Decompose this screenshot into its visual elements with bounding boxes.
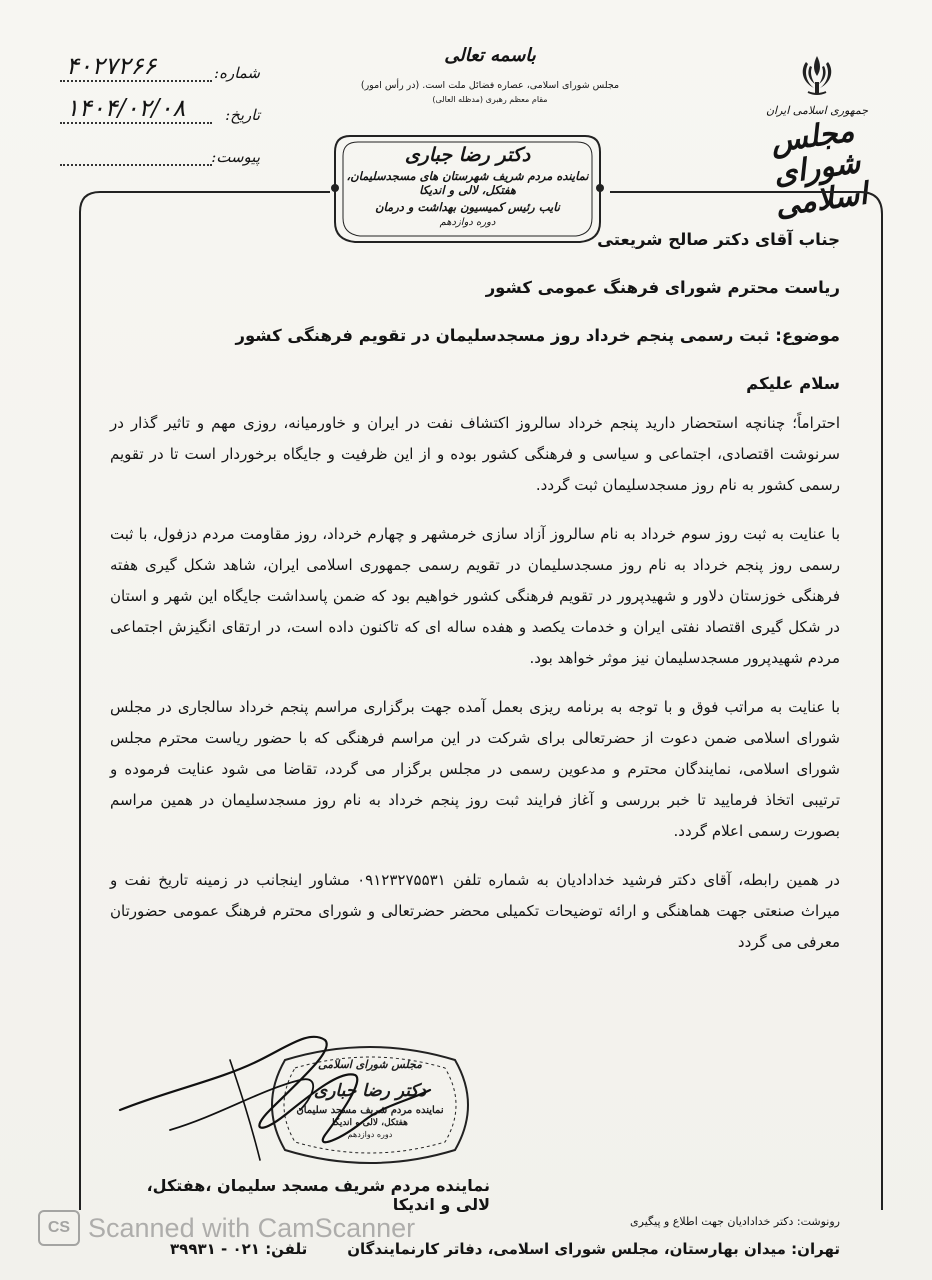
watermark-text: Scanned with CamScanner <box>88 1212 416 1243</box>
paragraph: احتراماً؛ چنانچه استحضار دارید پنجم خرداد سالروز اکتشاف نفت در ایران و خاورمیانه، روزی مهم و تاثیر گذار در سرنوشت اقتصادی، اجتماعی و سیاسی و فرهنگی کشور بوده و از این ظرفیت و جایگاه برخوردار است تا در تقویم رسمی کشور به نام روز مسجدسلیمان ثبت گردد. <box>110 414 840 494</box>
stamp-name: دکتر رضا جباری <box>313 1081 427 1101</box>
addressee-title: ریاست محترم شورای فرهنگ عمومی کشور <box>485 278 840 297</box>
footer-phone <box>170 1240 307 1258</box>
stamp-line1: نماینده مردم شریف مسجد سلیمان <box>296 1105 444 1116</box>
camscanner-logo-icon: CS <box>38 1210 80 1246</box>
logo-big-text: مجلس شورای اسلامی <box>768 113 870 224</box>
motto-quote: مجلس شورای اسلامی، عصاره فضائل ملت است. (در رأس امور) <box>360 80 620 91</box>
number-row <box>60 40 260 82</box>
subject: موضوع: ثبت رسمی پنجم خرداد روز مسجدسلیمان در تقویم فرهنگی کشور <box>235 326 840 345</box>
paragraph: با عنایت به ثبت روز سوم خرداد به نام سالروز آزاد سازی خرمشهر و چهارم خرداد، روز مقاومت مردم دزفول، با ثبت رسمی روز پنجم خرداد به نام روز مسجدسلیمان در تقویم رسمی جمهوری اسلامی ایران، شاهد شکل گیری هفته فرهنگی خوزستان دلاور و شهیدپرور در تقویم فرهنگی کشور خواهیم بود که ضمن پاسداشت جایگاه این شهر و استان در شکل گیری اقتصاد نفتی ایران و خدمات یکصد و هفده ساله ای که تاکنون داده است، در ارتقای انگیزش اجتماعی مردم شهیدپرور مسجدسلیمان نیز موثر خواهد بود. <box>110 525 840 667</box>
stamp-line3: دوره دوازدهم <box>347 1130 393 1139</box>
attachment-row <box>60 124 260 166</box>
motto-author: مقام معظم رهبری (مدظله العالی) <box>432 95 548 104</box>
logo-small-text: جمهوری اسلامی ایران <box>765 104 869 117</box>
footer-address-block <box>170 1240 840 1258</box>
rep-term: دوره دوازدهم <box>439 217 496 228</box>
greeting: سلام علیکم <box>746 374 840 393</box>
rep-name: دکتر رضا جباری <box>404 144 531 166</box>
iran-emblem-icon <box>794 52 840 98</box>
rep-position: نایب رئیس کمیسیون بهداشت و درمان <box>375 200 560 214</box>
date-label: تاریخ: <box>225 106 260 124</box>
signature-caption: نماینده مردم شریف مسجد سلیمان ،هفتکل، لالی و اندیکا <box>146 1176 490 1214</box>
attachment-label: پیوست: <box>211 148 260 166</box>
attachment-value <box>60 146 212 166</box>
date-row <box>60 82 260 124</box>
date-value: ۱۴۰۴/۰۲/۰۸ <box>60 94 212 124</box>
number-label: شماره: <box>214 64 260 82</box>
carbon-copy: رونوشت: دکتر خدادادیان جهت اطلاع و پیگیری <box>630 1215 840 1228</box>
letter-body <box>110 228 840 976</box>
motto-block <box>360 45 620 104</box>
phone-label: تلفن: <box>265 1240 308 1258</box>
handwritten-signature <box>110 1020 440 1180</box>
paragraph: با عنایت به مراتب فوق و با توجه به برنامه ریزی بعمل آمده جهت برگزاری مراسم پنجم خرداد سالجاری در مجلس شورای اسلامی ضمن دعوت از حضرتعالی برای شرکت در این مراسم فرهنگی که با حضور ریاست محترم مجلس شورای اسلامی، نمایندگان محترم و مدعوین رسمی در مجلس برگزار می گردد، تقاضا می شود عنایت فرموده و ترتیبی اتخاذ فرمایید تا خبر بررسی و آغاز فرایند ثبت روز پنجم خرداد به نام روز مسجدسلیمان در همین مراسم بصورت رسمی اعلام گردد. <box>110 698 840 840</box>
footer-address: تهران: میدان بهارستان، مجلس شورای اسلامی، دفاتر کارنمایندگان <box>347 1240 840 1258</box>
paragraph: در همین رابطه، آقای دکتر فرشید خدادادیان به شماره تلفن ۰۹۱۲۳۲۷۵۵۳۱ مشاور اینجانب در زمینه تاریخ نفت و میراث صنعتی جهت هماهنگی و ارائه توضیحات تکمیلی محضر حضرتعالی و شورای محترم فرهنگ عمومی حضورتان معرفی می گردد <box>110 871 840 951</box>
letter-meta <box>60 40 260 166</box>
phone-number: ۳۹۹۳۱ - ۰۲۱ <box>170 1240 260 1258</box>
rep-constituency: نماینده مردم شریف شهرستان های مسجدسلیمان، هفتکل، لالی و اندیکا <box>346 169 589 197</box>
stamp-line2: هفتکل، لالی و اندیکا <box>332 1118 408 1128</box>
addressee: جناب آقای دکتر صالح شریعتی <box>597 230 840 249</box>
stamp-top: مجلس شورای اسلامی <box>317 1058 423 1071</box>
motto-title: باسمه تعالی <box>444 45 536 66</box>
number-value: ۴۰۲۷۲۶۶ <box>60 52 212 82</box>
